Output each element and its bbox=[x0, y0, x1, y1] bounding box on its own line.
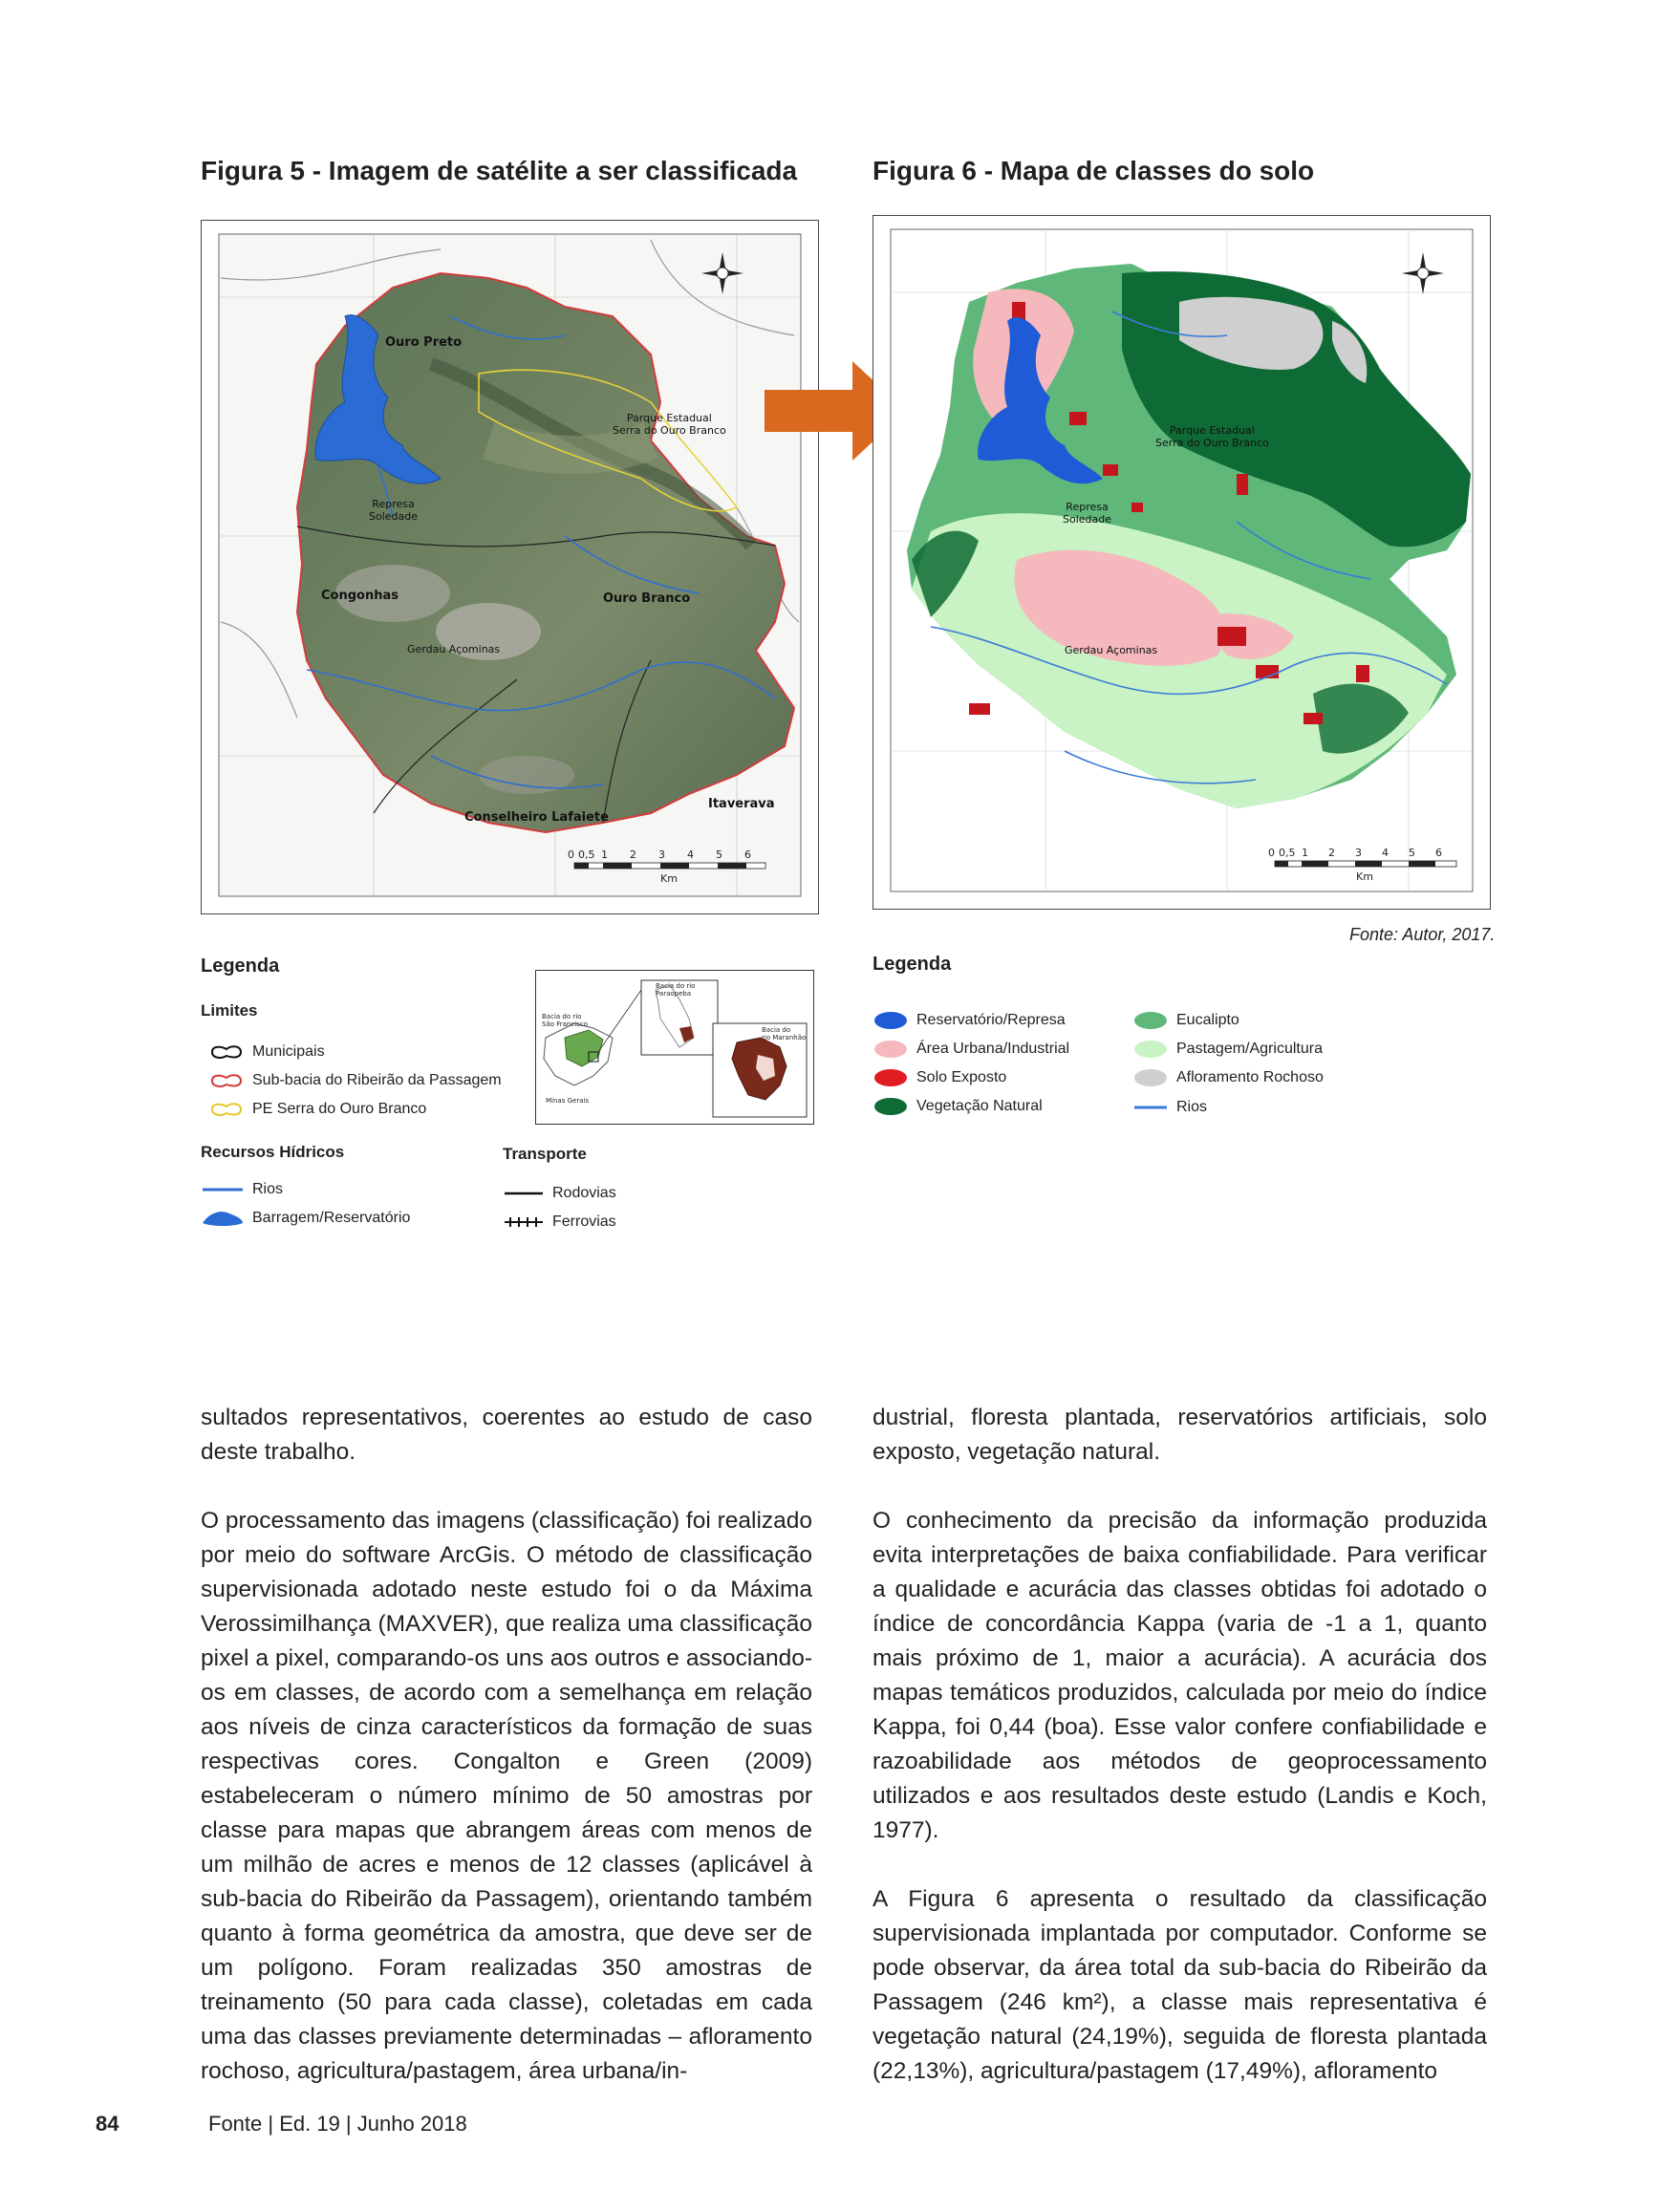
figure6-scale-unit: Km bbox=[1356, 870, 1373, 883]
eucalyptus-swatch bbox=[1132, 1011, 1169, 1030]
label-parque-6: Parque Estadual Serra do Ouro Branco bbox=[1155, 424, 1269, 449]
legend5-item-municipais: Municipais bbox=[208, 1043, 325, 1061]
legend6-item-urbana: Área Urbana/Industrial bbox=[873, 1040, 1069, 1059]
legend5-heading: Legenda bbox=[201, 956, 280, 977]
label-parque: Parque Estadual Serra do Ouro Branco bbox=[613, 412, 726, 437]
legend5-hidricos-heading: Recursos Hídricos bbox=[201, 1143, 345, 1161]
figure6-source: Fonte: Autor, 2017. bbox=[1349, 925, 1496, 944]
legend6-item-afloramento: Afloramento Rochoso bbox=[1132, 1068, 1324, 1087]
label-gerdau-6: Gerdau Açominas bbox=[1065, 644, 1158, 656]
inset-label-sf: Bacia do rio São Francisco bbox=[542, 1013, 588, 1028]
body-column-right bbox=[873, 1401, 1487, 2123]
paragraph: sultados representativos, coerentes ao estudo de caso deste trabalho. bbox=[201, 1405, 812, 1465]
subbasin-outline-icon bbox=[208, 1072, 245, 1089]
legend5-item-rodovias: Rodovias bbox=[503, 1185, 616, 1202]
paragraph: A Figura 6 apresenta o resultado da classificação supervisionada implantada por computador. Conforme se pode observar, da área total da sub-bacia do Ribeirão da Passagem (246 km²), a classe mais representativa é vegetação natural (24,19%), seguida de floresta plantada (22,13%), agricultura/pastagem (17,49%), afloramento bbox=[873, 1886, 1487, 2084]
figure6-map bbox=[873, 215, 1491, 910]
legend5-item-ferrovias: Ferrovias bbox=[503, 1213, 616, 1231]
road-line-icon bbox=[503, 1189, 545, 1198]
legend6-item-solo: Solo Exposto bbox=[873, 1068, 1006, 1087]
municipal-outline-icon bbox=[208, 1043, 245, 1061]
footer-text: Fonte | Ed. 19 | Junho 2018 bbox=[208, 2112, 467, 2136]
figure6-scale-ticks: 0 0,5 1 2 3 4 5 6 bbox=[1268, 847, 1442, 859]
legend5-item-pe: PE Serra do Ouro Branco bbox=[208, 1101, 426, 1118]
river-swatch bbox=[1132, 1103, 1169, 1112]
legend5-item-subbacia: Sub-bacia do Ribeirão da Passagem bbox=[208, 1072, 502, 1089]
classification-map bbox=[873, 216, 1490, 909]
rock-swatch bbox=[1132, 1068, 1169, 1087]
label-itaverava: Itaverava bbox=[708, 797, 775, 811]
inset-label-paraopeba: Bacia do rio Paraopeba bbox=[656, 982, 696, 998]
pasture-swatch bbox=[1132, 1040, 1169, 1059]
inset-label-maranhao: Bacia do rio Maranhão bbox=[762, 1026, 807, 1042]
urban-swatch bbox=[873, 1040, 909, 1059]
reservoir-shape-icon bbox=[201, 1208, 245, 1229]
label-ouro-preto: Ouro Preto bbox=[385, 335, 463, 350]
label-congonhas: Congonhas bbox=[321, 589, 399, 603]
legend6-item-pastagem: Pastagem/Agricultura bbox=[1132, 1040, 1323, 1059]
legend6-item-vegetacao: Vegetação Natural bbox=[873, 1097, 1043, 1116]
label-represa: Represa Soledade bbox=[369, 498, 419, 523]
legend6-item-rios: Rios bbox=[1132, 1099, 1207, 1116]
location-inset bbox=[535, 970, 814, 1125]
figure6-title: Figura 6 - Mapa de classes do solo bbox=[873, 156, 1315, 185]
legend6-item-eucalipto: Eucalipto bbox=[1132, 1011, 1239, 1030]
figure5-scale-ticks: 0 0,5 1 2 3 4 5 6 bbox=[568, 848, 751, 861]
label-gerdau: Gerdau Açominas bbox=[407, 643, 501, 655]
figure5-scale-unit: Km bbox=[660, 872, 678, 885]
legend5-limites-heading: Limites bbox=[201, 1001, 258, 1020]
legend5-item-barragem: Barragem/Reservatório bbox=[201, 1208, 410, 1229]
label-ouro-branco: Ouro Branco bbox=[603, 591, 691, 606]
soil-swatch bbox=[873, 1068, 909, 1087]
label-conselheiro: Conselheiro Lafaiete bbox=[464, 810, 609, 825]
legend6-heading: Legenda bbox=[873, 954, 952, 975]
body-column-left bbox=[201, 1401, 812, 2123]
reservoir-swatch bbox=[873, 1011, 909, 1030]
page-number: 84 bbox=[96, 2112, 119, 2136]
legend5-transporte-heading: Transporte bbox=[503, 1145, 587, 1163]
park-outline-icon bbox=[208, 1101, 245, 1118]
natural-veg-swatch bbox=[873, 1097, 909, 1116]
figure5-title: Figura 5 - Imagem de satélite a ser classificada bbox=[201, 156, 798, 185]
paragraph: O conhecimento da precisão da informação produzida evita interpretações de baixa confiabilidade. Para verificar a qualidade e acurácia das classes obtidas foi adotado o índice de concordância Kappa (varia de -1 a 1, quanto mais próximo de 1, maior a acurácia). A acurácia dos mapas temáticos produzidos, calculada por meio do índice Kappa, foi 0,44 (boa). Esse valor confere confiabilidade e razoabilidade aos métodos de geoprocessamento utilizados e aos resultados deste estudo (Landis e Koch, 1977). bbox=[873, 1508, 1487, 1843]
legend5-item-rios: Rios bbox=[201, 1181, 283, 1198]
label-represa-6: Represa Soledade bbox=[1063, 501, 1112, 526]
paragraph: O processamento das imagens (classificação) foi realizado por meio do software ArcGis. O método de classificação supervisionada adotado neste estudo foi o da Máxima Verossimilhança (MAXVER), que realiza uma classificação pixel a pixel, comparando-os uns aos outros e associando-os em classes, de acordo com a semelhança em relação aos níveis de cinza característicos da formação de suas respectivas cores. Congalton e Green (2009) estabeleceram o número mínimo de 50 amostras por classe para mapas que abrangem áreas com menos de um milhão de acres e menos de 12 classes (aplicável à sub-bacia do Ribeirão da Passagem), orientando também quanto à forma geométrica da amostra, que deve ser de um polígono. Foram realizadas 350 amostras de treinamento (50 para cada classe), coletadas em cada uma das classes previamente determinadas – afloramento rochoso, agricultura/pastagem, área urbana/in- bbox=[201, 1508, 813, 2084]
inset-label-mg: Minas Gerais bbox=[546, 1097, 590, 1105]
figure5-map bbox=[201, 220, 819, 914]
paragraph: dustrial, floresta plantada, reservatórios artificiais, solo exposto, vegetação natural. bbox=[873, 1405, 1487, 1465]
river-line-icon bbox=[201, 1185, 245, 1194]
legend6-item-reservatorio: Reservatório/Represa bbox=[873, 1011, 1066, 1030]
railway-line-icon bbox=[503, 1215, 545, 1229]
